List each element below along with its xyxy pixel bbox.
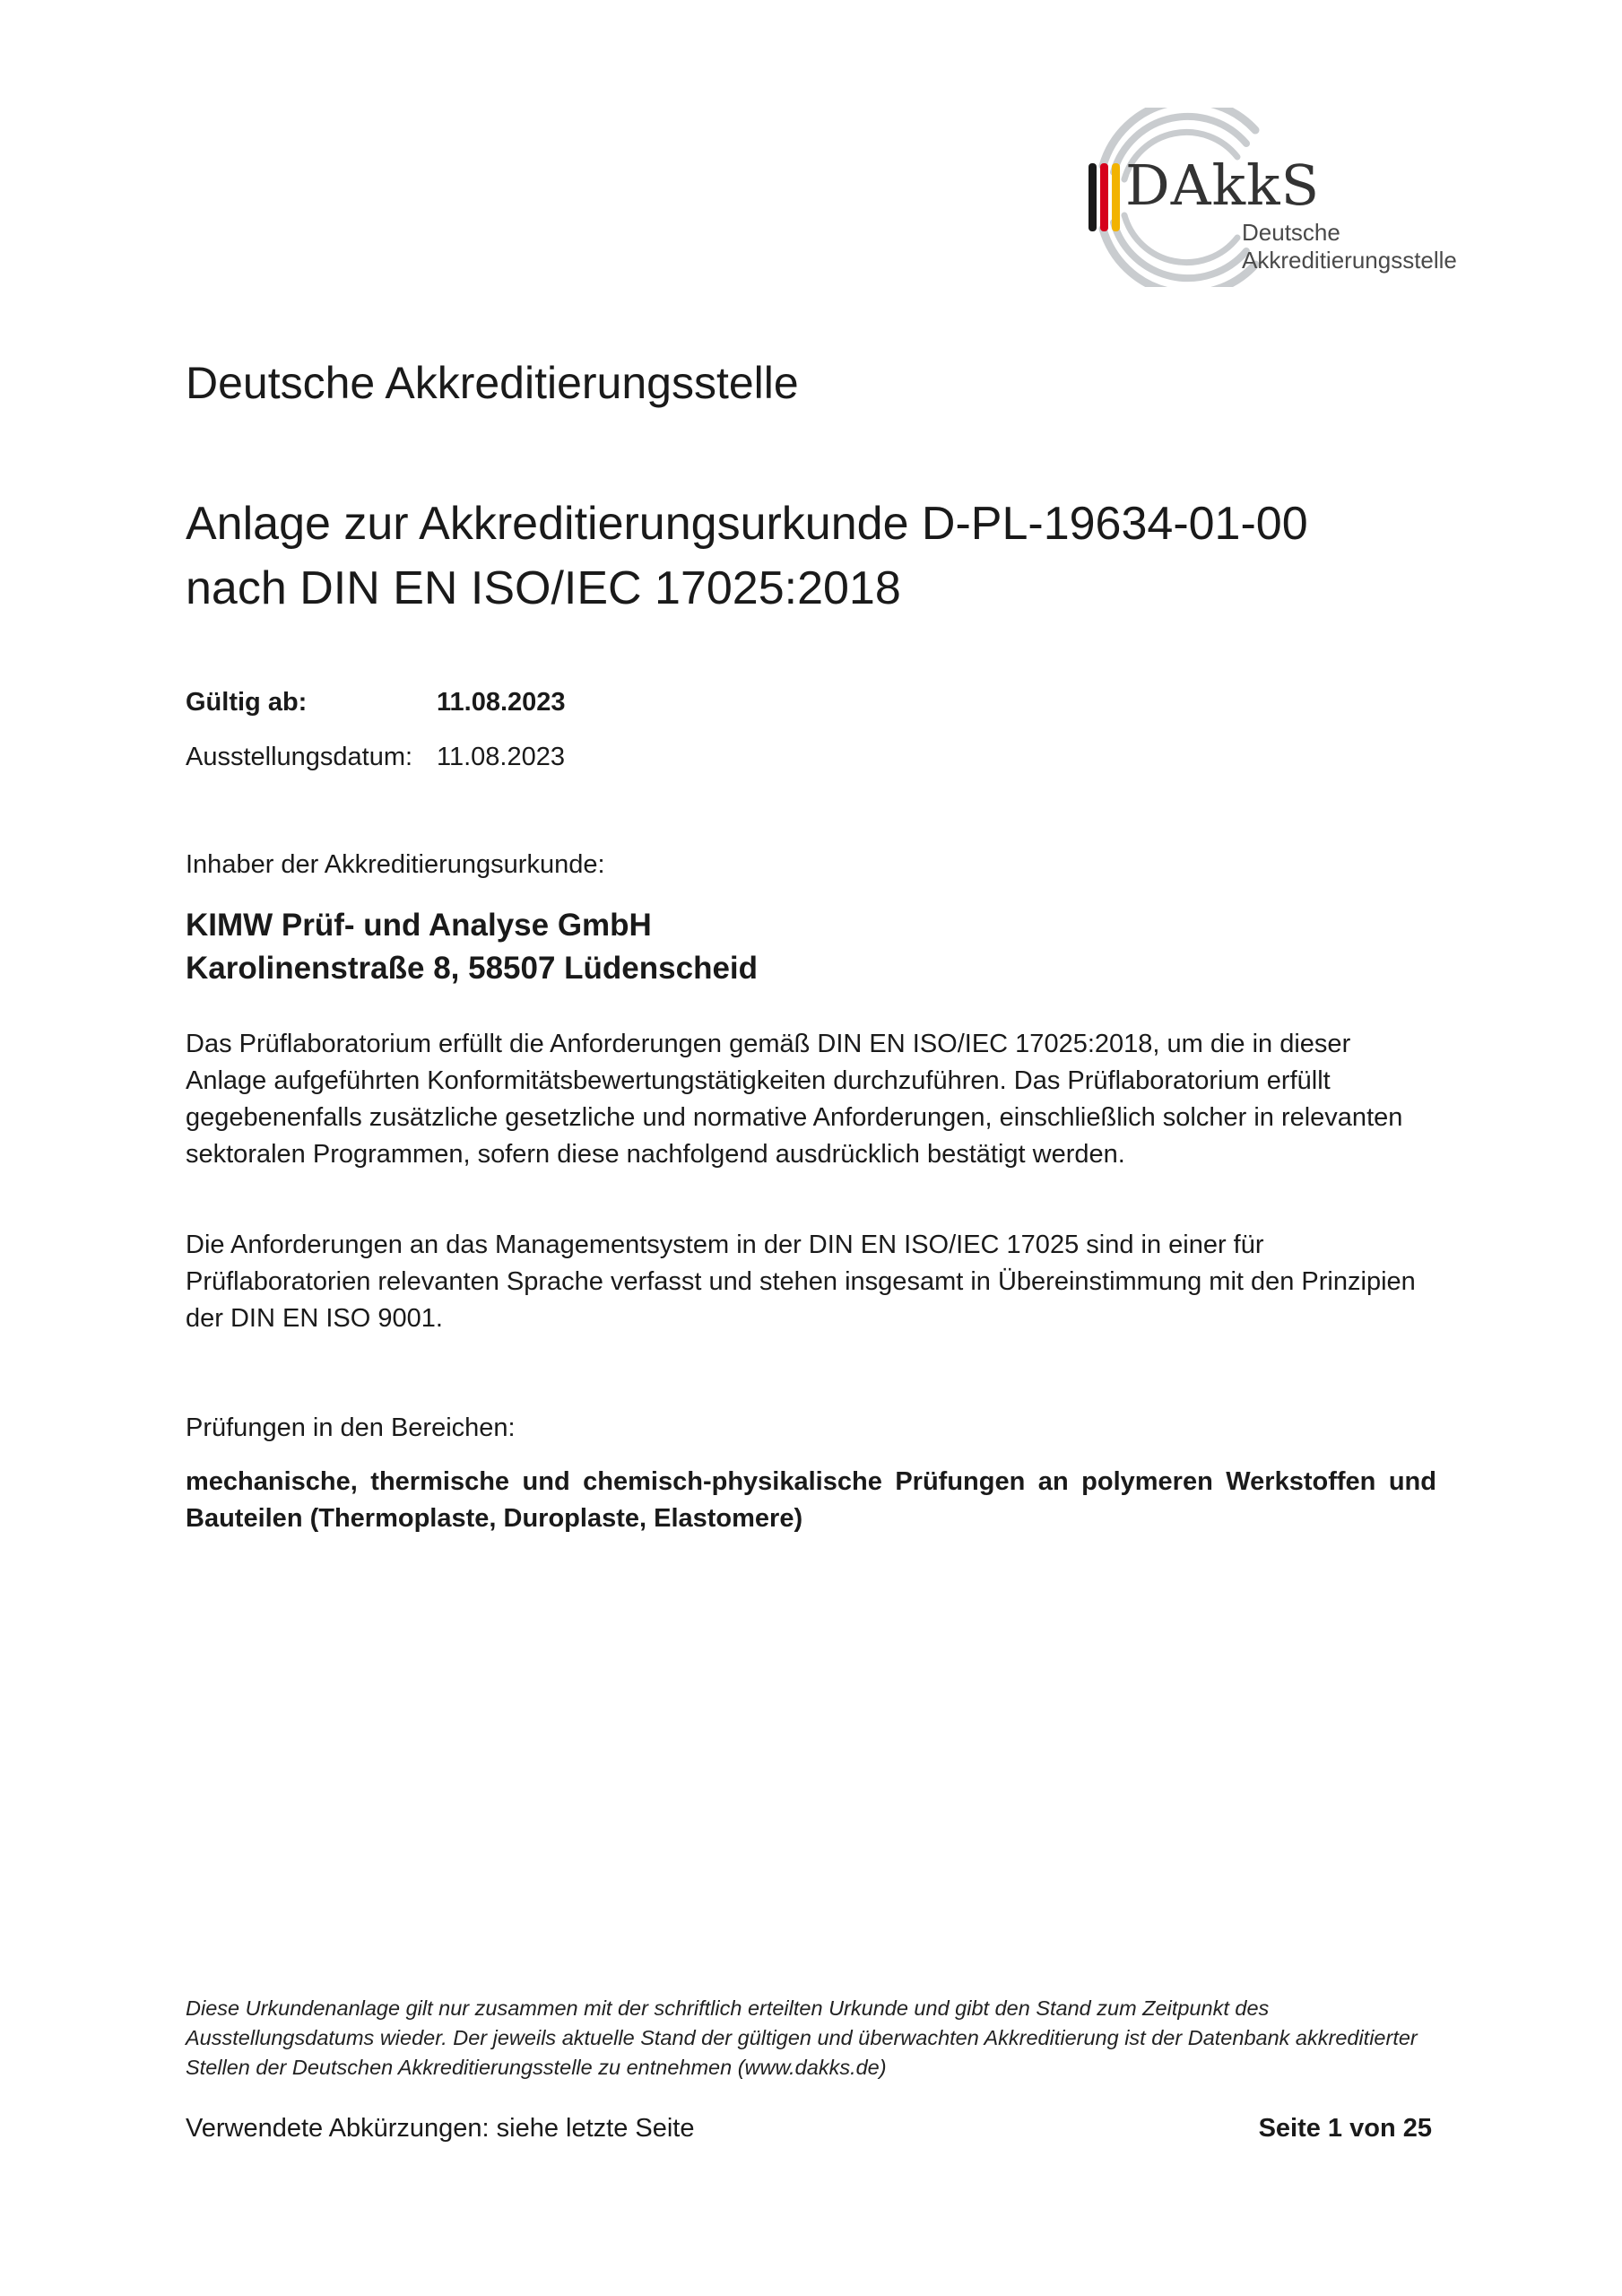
holder-address: Karolinenstraße 8, 58507 Lüdenscheid: [186, 951, 759, 986]
paragraph-requirements: Das Prüflaboratorium erfüllt die Anforderungen gemäß DIN EN ISO/IEC 17025:2018, um die in dieser Anlage aufgeführten Konformitätsbewertungstätigkeiten durchzuführen. Das Prüflaboratorium erfüllt gegebenenfalls zusätzliche gesetzliche und normative Anforderungen, einschließlich solcher in relevanten sektoralen Programmen, sofern diese nachfolgend ausdrücklich bestätigt werden.: [186, 1030, 1403, 1169]
areas-text: mechanische, thermische und chemisch-physikalische Prüfungen an polymeren Werkstoffen und Bauteilen (Thermoplaste, Duroplaste, Elastomere): [186, 1467, 1436, 1533]
paragraph-management-system: Die Anforderungen an das Managementsystem in der DIN EN ISO/IEC 17025 sind in einer für Prüflaboratorien relevanten Sprache verfasst und stehen insgesamt in Übereinstimmung mit den Prinzipien der DIN EN ISO 9001.: [186, 1231, 1416, 1333]
valid-from-label: Gültig ab:: [186, 688, 308, 717]
footer-abbreviations: Verwendete Abkürzungen: siehe letzte Seite: [186, 2114, 695, 2143]
organization-heading: Deutsche Akkreditierungsstelle: [186, 358, 799, 408]
issue-date-value: 11.08.2023: [437, 743, 565, 771]
title-line-2: nach DIN EN ISO/IEC 17025:2018: [186, 562, 901, 614]
holder-name: KIMW Prüf- und Analyse GmbH: [186, 908, 652, 943]
logo-brand-text: DAkkS: [1125, 152, 1321, 218]
logo-subtitle-line2: Akkreditierungsstelle: [1242, 247, 1457, 274]
valid-from-value: 11.08.2023: [437, 688, 566, 717]
footer-note: Diese Urkundenanlage gilt nur zusammen mit der schriftlich erteilten Urkunde und gibt den Stand zum Zeitpunkt des Ausstellungsdatums wieder. Der jeweils aktuelle Stand der gültigen und überwachten Akkreditierung ist der Datenbank akkreditierter Stellen der Deutschen Akkreditierungsstelle zu entnehmen (www.dakks.de): [186, 1996, 1418, 2079]
title-line-1: Anlage zur Akkreditierungsurkunde D-PL-19634-01-00: [186, 498, 1308, 550]
page-number: Seite 1 von 25: [1258, 2114, 1432, 2143]
holder-label: Inhaber der Akkreditierungsurkunde:: [186, 850, 605, 879]
dakks-logo: [1076, 108, 1488, 287]
issue-date-label: Ausstellungsdatum:: [186, 743, 413, 771]
holder-block: [186, 904, 758, 990]
logo-subtitle-line1: Deutsche: [1242, 219, 1340, 246]
document-title: [186, 491, 1308, 621]
valid-from-row: [186, 688, 566, 718]
areas-label: Prüfungen in den Bereichen:: [186, 1413, 516, 1442]
issue-date-row: [186, 743, 565, 772]
